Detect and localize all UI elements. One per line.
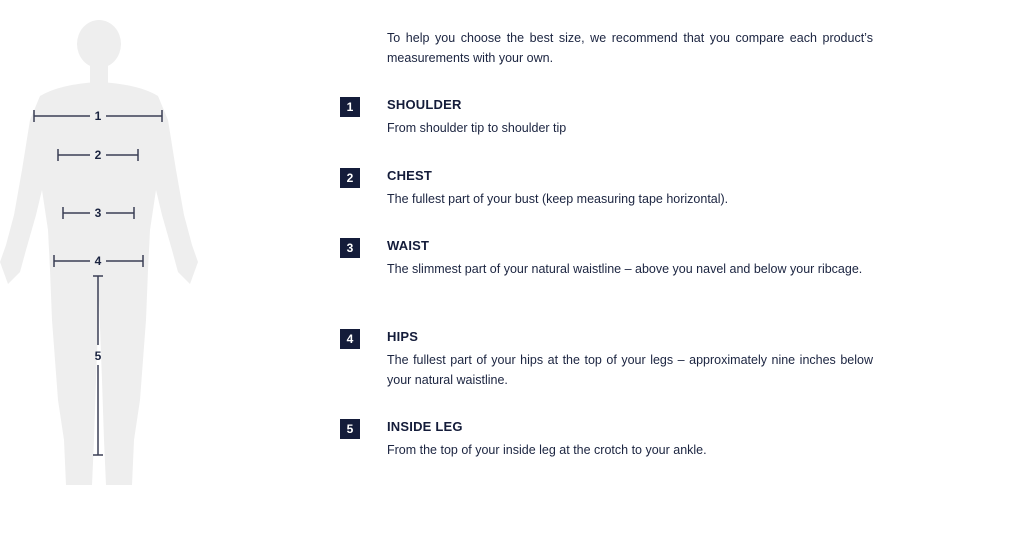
step-description: From shoulder tip to shoulder tip [387,121,567,135]
body-silhouette [0,0,210,510]
step-description: From the top of your inside leg at the crotch to your ankle. [387,443,707,457]
marker-5: 5 [94,349,102,363]
step-title: INSIDE LEG [387,419,463,434]
intro-text: To help you choose the best size, we recommend that you compare each product’s measurements with your own. [387,31,873,65]
marker-4: 4 [94,254,102,268]
step-title: SHOULDER [387,97,462,112]
marker-2: 2 [94,148,102,162]
marker-3: 3 [94,206,102,220]
body-measurement-figure [0,0,210,510]
step-title: WAIST [387,238,430,253]
step-description: The fullest part of your hips at the top of your legs – approximately nine inches below your natural waistline. [387,353,873,387]
step-number-badge: 3 [340,238,360,258]
step-number-badge: 5 [340,419,360,439]
step-hips [340,327,873,397]
step-number-badge: 1 [340,97,360,117]
step-number-badge: 4 [340,329,360,349]
step-title: CHEST [387,168,433,183]
marker-1: 1 [94,109,102,123]
step-shoulder [340,95,873,165]
step-description: The fullest part of your bust (keep measuring tape horizontal). [387,192,729,206]
step-number-badge: 2 [340,168,360,188]
step-waist [340,236,873,306]
step-chest [340,166,873,236]
step-title: HIPS [387,329,419,344]
step-description: The slimmest part of your natural waistline – above you navel and below your ribcage. [387,262,863,276]
step-inside-leg [340,417,873,487]
